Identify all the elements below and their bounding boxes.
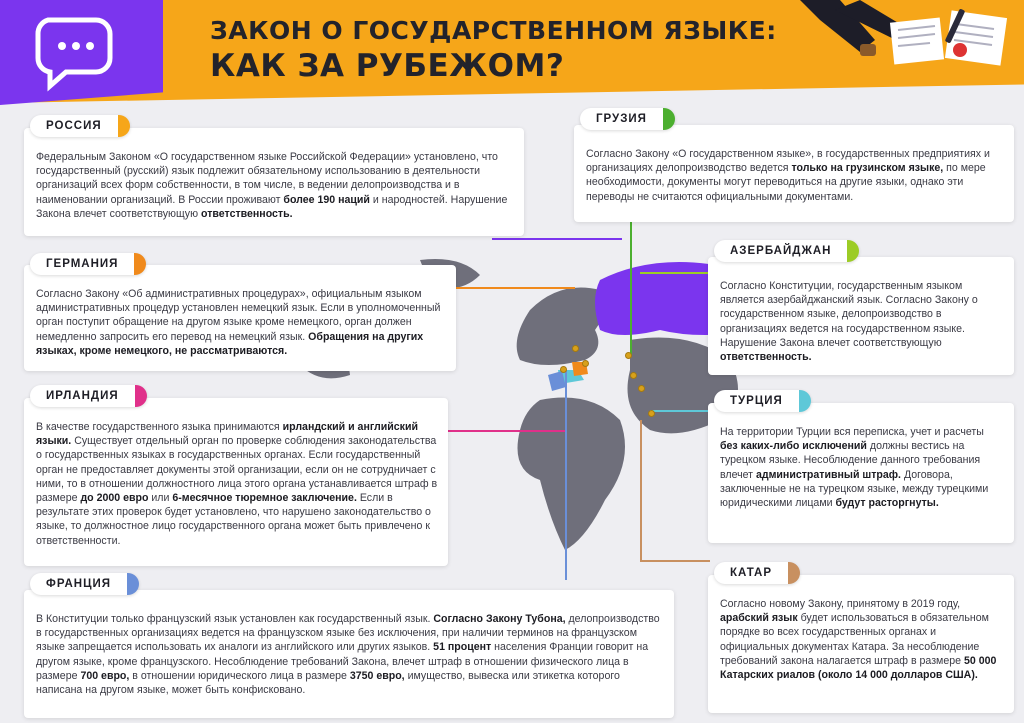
africa-shape <box>518 398 626 551</box>
label-azerbaijan: АЗЕРБАЙДЖАН <box>714 240 859 262</box>
connector-germany <box>455 287 575 289</box>
map-pin <box>630 372 637 379</box>
label-georgia: ГРУЗИЯ <box>580 108 675 130</box>
page-title <box>210 14 777 85</box>
connector-georgia <box>630 215 632 355</box>
label-germany: ГЕРМАНИЯ <box>30 253 146 275</box>
connector-russia <box>492 238 622 240</box>
card-russia: Федеральным Законом «О государственном языке Российской Федерации» установлено, что государственный (русский) язык подлежит обязательному использованию в деятельности организаций всех форм собственности, в том числе, в ведении делопроизводства и в наименовании организаций. В России проживают более 190 наций и народностей. Нарушение Закона влечет соответствующую ответственность. <box>24 128 524 236</box>
europe-shape <box>517 288 604 366</box>
label-russia: РОССИЯ <box>30 115 130 137</box>
label-turkey: ТУРЦИЯ <box>714 390 811 412</box>
map-pin <box>648 410 655 417</box>
chat-bubbles-icon <box>28 12 128 92</box>
logo-panel <box>0 0 163 105</box>
card-turkey: На территории Турции вся переписка, учет и расчеты без каких-либо исключений должны вестись на турецком языке. Несоблюдение данного требования влечет административный штраф. Договора, заключенные не на турецком языке, между турецкими юридическими лицами будут расторгнуты. <box>708 403 1014 543</box>
connector-france <box>565 370 567 580</box>
label-ireland: ИРЛАНДИЯ <box>30 385 147 407</box>
connector-qatar <box>640 420 642 560</box>
map-pin <box>560 366 567 373</box>
connector-ireland <box>445 430 565 432</box>
card-qatar: Согласно новому Закону, принятому в 2019 году, арабский язык будет использоваться в обязательном порядке во всех государственных органах и официальных документах Катара. За несоблюдение требований закона налагается штраф в размере 50 000 Катарских риалов (около 14 000 долларов США). <box>708 575 1014 713</box>
card-georgia: Согласно Закону «О государственном языке», в государственных предприятиях и организациях делопроизводство ведется только на грузинском языке, по мере необходимости, документы могут переводиться на другие языки, однако эти переводы не считаются официальными документами. <box>574 125 1014 222</box>
title-line-1: ЗАКОН О ГОСУДАРСТВЕННОМ ЯЗЫКЕ: <box>210 16 777 45</box>
card-germany: Согласно Закону «Об административных процедурах», официальным языком административных процедур установлен немецкий язык. Если в уполномоченный орган поступит обращение на другом языке кроме немецкого, орган должен немедленно запросить его перевод на немецкий язык. Обращения на других языках, кроме немецкого, не рассматриваются. <box>24 265 456 371</box>
connector-azerbaijan <box>640 272 710 274</box>
map-pin <box>582 360 589 367</box>
signing-documents-icon <box>780 0 1024 70</box>
title-line-2: КАК ЗА РУБЕЖОМ? <box>210 48 565 84</box>
card-france: В Конституции только французский язык установлен как государственный язык. Согласно Закону Тубона, делопроизводство в государственных организациях ведется на французском языке без исключения, при наличии терминов на французском языке запрещается использовать их аналоги из английского или других языков. 51 процент населения Франции говорит на другом языке, кроме французского. Несоблюдение требований Закона, влечет штраф в отношении физического лица в размере 700 евро, в отношении юридического лица в размере 3750 евро, имущество, вывеска или этикетка которого написана на другом языке, может быть конфисковано. <box>24 590 674 718</box>
label-qatar: КАТАР <box>714 562 800 584</box>
label-france: ФРАНЦИЯ <box>30 573 139 595</box>
map-pin <box>572 345 579 352</box>
map-pin <box>638 385 645 392</box>
card-azerbaijan: Согласно Конституции, государственным языком является азербайджанский язык. Согласно Закону о государственном языке, делопроизводство в организациях ведется на государственном языке. Нарушение Закона влечет соответствующую ответственность. <box>708 257 1014 375</box>
connector-turkey <box>650 410 710 412</box>
card-ireland: В качестве государственного языка принимаются ирландский и английский языки. Существует отдельный орган по проверке соблюдения законодательства о государственных языках в государственных органах. Если государственный орган не предоставляет документы этой организации, если он не сотрудничает с ними, то в отношении должностного лица этого органа устанавливается штраф в размере до 2000 евро или 6-месячное тюремное заключение. Если в результате этих проверок будет установлено, что нарушено законодательство о языке, то должностное лицо государственного органа может быть привлечено к ответственности. <box>24 398 448 566</box>
connector-qatar-h <box>640 560 710 562</box>
map-pin <box>625 352 632 359</box>
